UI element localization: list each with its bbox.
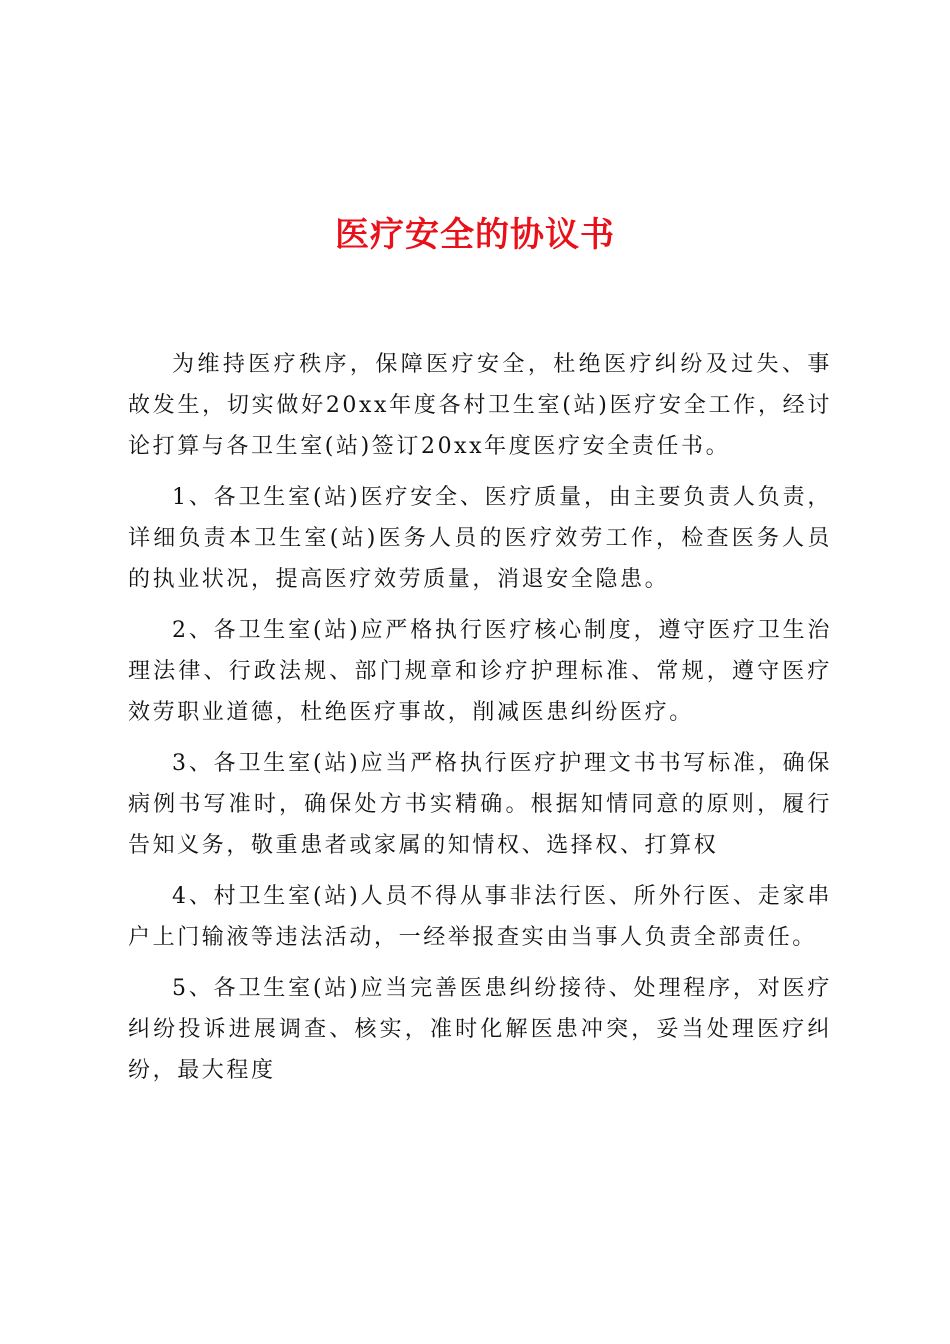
intro-paragraph: 为维持医疗秩序，保障医疗安全，杜绝医疗纠纷及过失、事故发生，切实做好20xx年度各村卫生室(站)医疗安全工作，经讨论打算与各卫生室(站)签订20xx年度医疗安全责任书。 — [128, 352, 832, 459]
document-title: 医疗安全的协议书 — [335, 215, 615, 255]
clause-5-paragraph: 5、各卫生室(站)应当完善医患纠纷接待、处理程序，对医疗纠纷投诉进展调查、核实，准时化解医患冲突，妥当处理医疗纠纷，最大程度 — [128, 976, 832, 1083]
clause-1-paragraph: 1、各卫生室(站)医疗安全、医疗质量，由主要负责人负责，详细负责本卫生室(站)医务人员的医疗效劳工作，检查医务人员的执业状况，提高医疗效劳质量，消退安全隐患。 — [128, 485, 832, 592]
clause-4-paragraph: 4、村卫生室(站)人员不得从事非法行医、所外行医、走家串户上门输液等违法活动，一经举报查实由当事人负责全部责任。 — [128, 884, 832, 950]
document-body — [128, 344, 832, 1101]
clause-2-paragraph: 2、各卫生室(站)应严格执行医疗核心制度，遵守医疗卫生治理法律、行政法规、部门规章和诊疗护理标准、常规，遵守医疗效劳职业道德，杜绝医疗事故，削减医患纠纷医疗。 — [128, 618, 832, 725]
clause-3-paragraph: 3、各卫生室(站)应当严格执行医疗护理文书书写标准，确保病例书写准时，确保处方书实精确。根据知情同意的原则，履行告知义务，敬重患者或家属的知情权、选择权、打算权 — [128, 751, 832, 858]
